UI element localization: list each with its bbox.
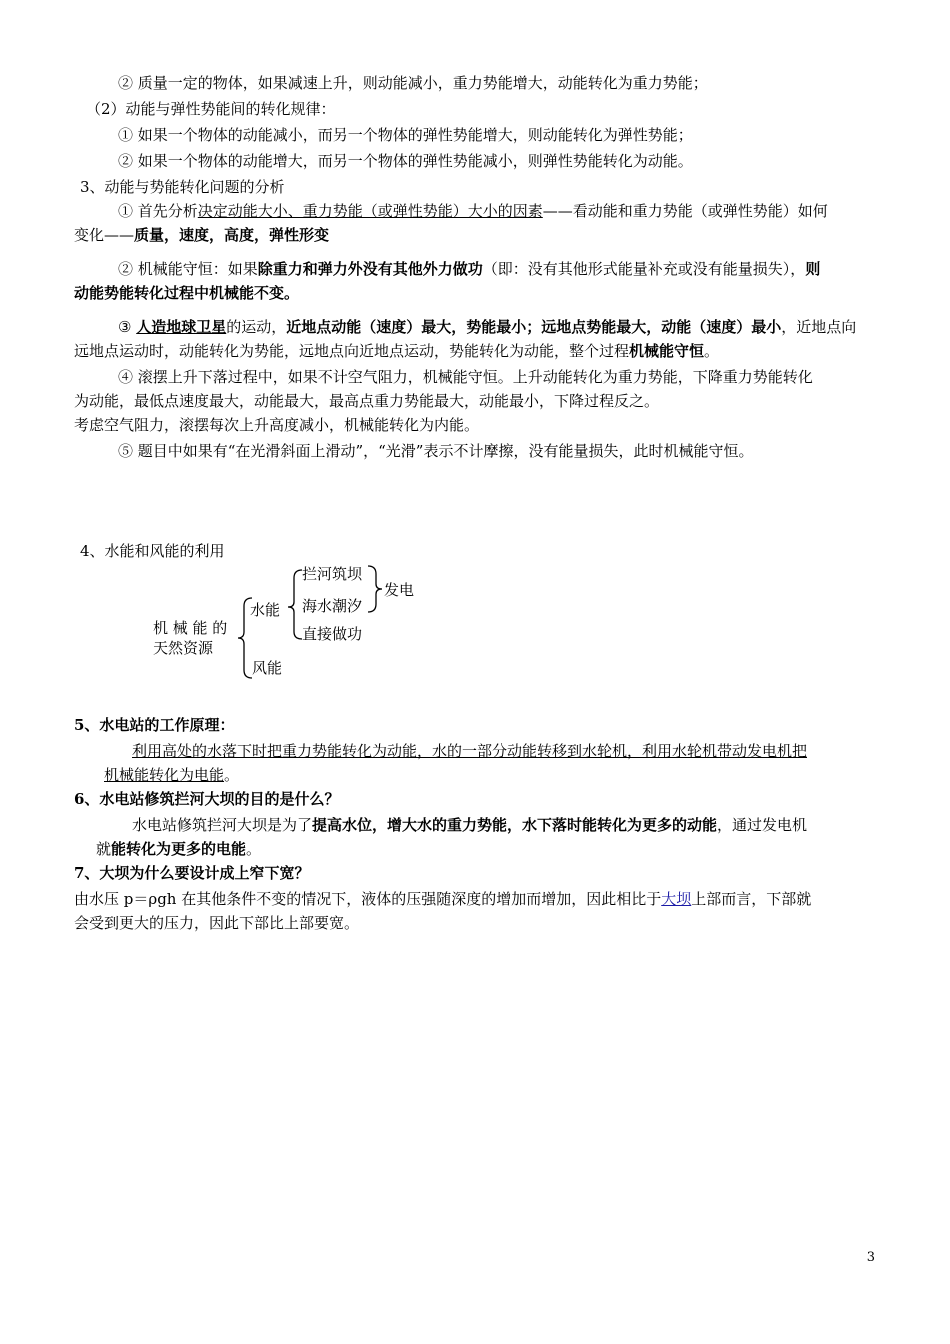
bold-phrase: 除重力和弹力外没有其他外力做功 — [257, 260, 483, 278]
bold-phrase: 则 — [805, 260, 821, 278]
dam-link[interactable]: 大坝 — [661, 890, 692, 908]
bold-phrase: 提高水位，增大水的重力势能，水下落时能转化为更多的动能 — [312, 816, 718, 834]
text-span: ② 机械能守恒：如果 — [118, 260, 258, 278]
tide-label: 海水潮汐 — [302, 597, 363, 615]
text-line — [74, 888, 811, 910]
text-span: ，近地点向 — [781, 318, 857, 336]
text-span: 。 — [224, 766, 240, 784]
text-line: ② 质量一定的物体，如果减速上升，则动能减小，重力势能增大，动能转化为重力势能； — [118, 74, 708, 92]
text-line — [104, 764, 239, 786]
text-span: 的运动， — [226, 318, 287, 336]
text-span: 由水压 p＝ρgh 在其他条件不变的情况下，液体的压强随深度的增加而增加，因此相比于 — [74, 890, 662, 908]
text-line — [96, 838, 261, 860]
text-line — [118, 200, 828, 222]
text-line: ① 如果一个物体的动能减小，而另一个物体的弹性势能增大，则动能转化为弹性势能； — [118, 126, 693, 144]
wind-energy-label: 风能 — [252, 659, 283, 677]
text-span: 水电站修筑拦河大坝是为了 — [132, 816, 313, 834]
text-line: ⑤ 题目中如果有“在光滑斜面上滑动”，“光滑”表示不计摩擦，没有能量损失，此时机械能守恒。 — [118, 442, 754, 460]
bold-phrase: 质量，速度，高度，弹性形变 — [134, 226, 330, 244]
bold-phrase: 近地点动能（速度）最大，势能最小；远地点势能最大，动能（速度）最小 — [286, 318, 782, 336]
text-line: （2）动能与弹性势能间的转化规律： — [86, 100, 336, 118]
text-line: ④ 滚摆上升下落过程中，如果不计空气阻力，机械能守恒。上升动能转化为重力势能，下降重力势能转化 — [118, 368, 813, 386]
text-span: 变化—— — [74, 226, 135, 244]
underlined-phrase: 决定动能大小、重力势能（或弹性势能）大小的因素 — [197, 202, 543, 220]
water-energy-label: 水能 — [250, 601, 281, 619]
text-line: 考虑空气阻力，滚摆每次上升高度减小，机械能转化为内能。 — [74, 416, 480, 434]
bold-phrase: 能转化为更多的电能 — [111, 840, 247, 858]
energy-source-diagram — [150, 560, 470, 690]
text-line: ② 如果一个物体的动能增大，而另一个物体的弹性势能减小，则弹性势能转化为动能。 — [118, 152, 693, 170]
dam-label: 拦河筑坝 — [302, 565, 363, 583]
text-span: 上部而言，下部就 — [691, 890, 812, 908]
root-label-line2: 天然资源 — [153, 639, 214, 657]
bold-line: 动能势能转化过程中机械能不变。 — [74, 284, 300, 302]
text-span: 。 — [704, 342, 720, 360]
text-span: （即：没有其他形式能量补充或没有能量损失）， — [482, 260, 806, 278]
text-line — [74, 340, 719, 362]
text-line — [74, 224, 329, 246]
text-span: ③ — [118, 318, 137, 336]
text-line — [118, 316, 856, 338]
power-generation-label: 发电 — [384, 581, 415, 599]
root-label-line1: 机 械 能 的 — [153, 619, 228, 637]
text-line — [118, 258, 820, 280]
text-span: 。 — [246, 840, 262, 858]
text-span: ，通过发电机 — [717, 816, 808, 834]
text-span: 远地点运动时，动能转化为势能，远地点向近地点运动，势能转化为动能，整个过程 — [74, 342, 630, 360]
bold-underlined-phrase: 人造地球卫星 — [136, 318, 227, 336]
text-span: 就 — [96, 840, 112, 858]
underlined-line: 利用高处的水落下时把重力势能转化为动能，水的一部分动能转移到水轮机，利用水轮机带动发电机把 — [132, 742, 808, 760]
section-heading: 4、水能和风能的利用 — [80, 542, 225, 560]
section-heading: 5、水电站的工作原理： — [74, 716, 235, 734]
text-span: ——看动能和重力势能（或弹性势能）如何 — [542, 202, 828, 220]
underlined-phrase: 机械能转化为电能 — [104, 766, 225, 784]
direct-work-label: 直接做功 — [302, 625, 363, 643]
text-span: ① 首先分析 — [118, 202, 198, 220]
page-number: 3 — [866, 1250, 875, 1265]
bold-phrase: 机械能守恒 — [629, 342, 705, 360]
text-line — [132, 814, 807, 836]
text-line: 为动能，最低点速度最大，动能最大，最高点重力势能最大，动能最小，下降过程反之。 — [74, 392, 660, 410]
section-heading: 6、水电站修筑拦河大坝的目的是什么？ — [74, 790, 340, 808]
section-heading: 7、大坝为什么要设计成上窄下宽？ — [74, 864, 310, 882]
section-heading: 3、动能与势能转化问题的分析 — [80, 178, 285, 196]
text-line: 会受到更大的压力，因此下部比上部要宽。 — [74, 914, 360, 932]
